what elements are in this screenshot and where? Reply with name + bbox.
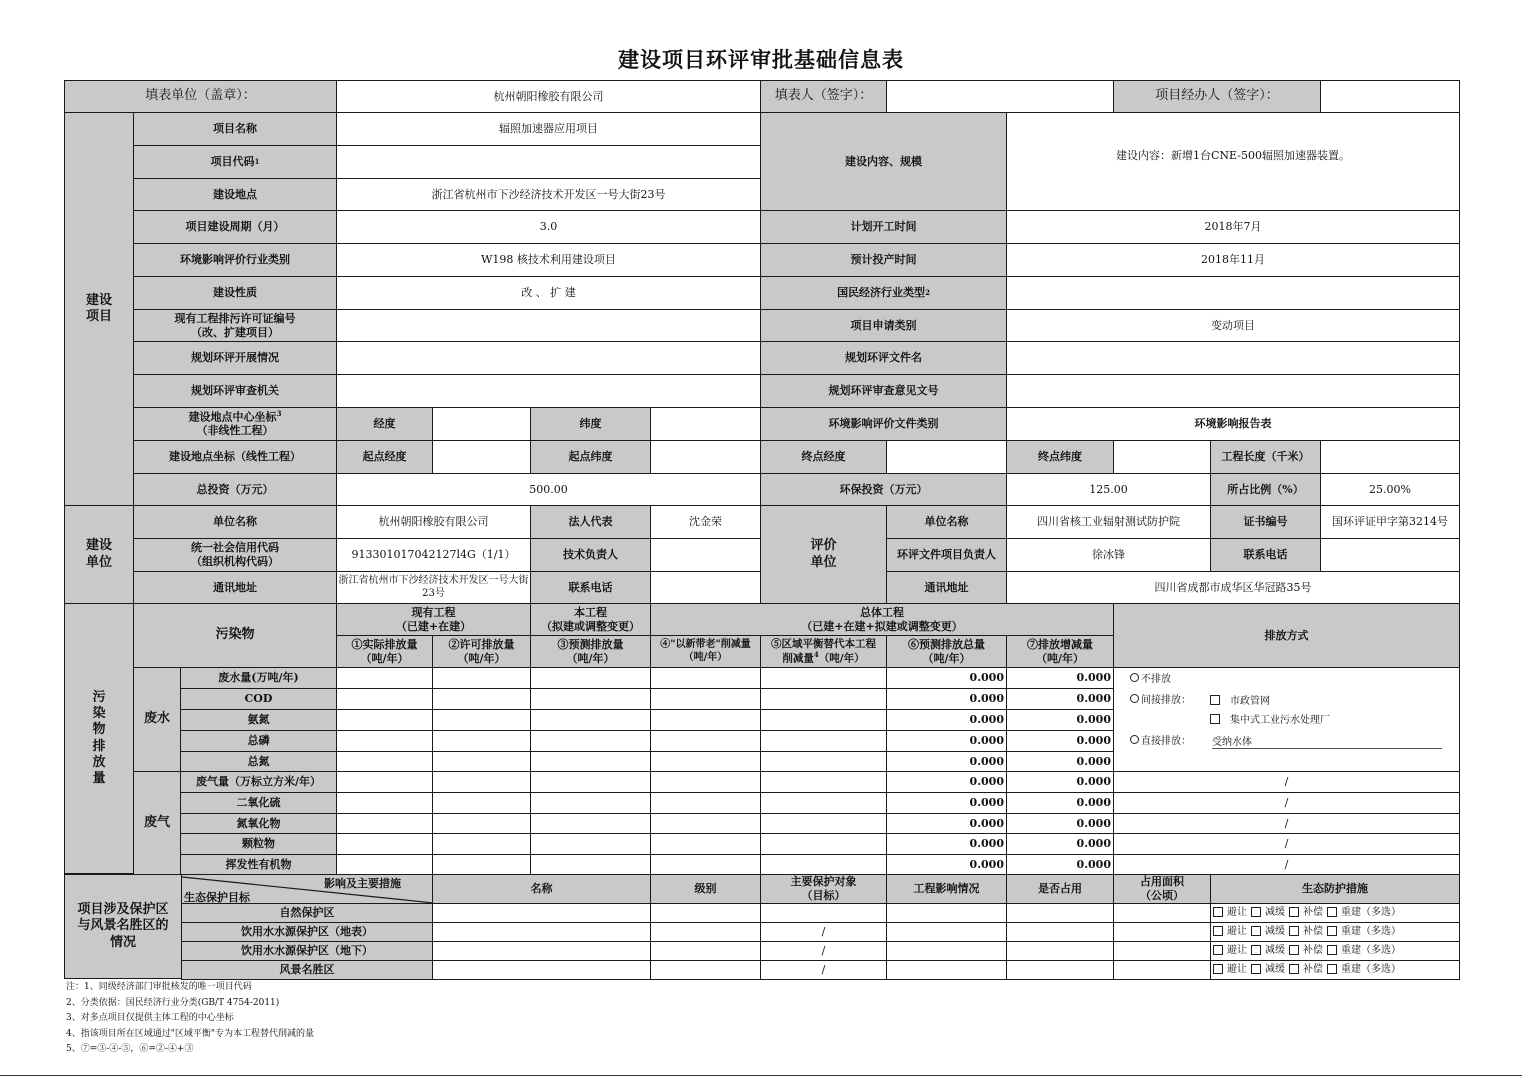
protected-area-type: 自然保护区 [181, 903, 433, 923]
project-section-label: 建设 项目 [64, 112, 134, 506]
content-value[interactable]: 建设内容：新增1台CNE-500辐照加速器装置。 [1006, 112, 1460, 211]
location-label: 建设地点 [133, 178, 337, 211]
gas-group-label: 废气 [133, 771, 181, 875]
plan-eia-value[interactable] [336, 341, 761, 375]
pollutant-value[interactable] [530, 833, 651, 855]
pollutant-value[interactable] [650, 709, 761, 731]
measure-avoid-option[interactable] [1213, 926, 1247, 939]
discharge-mode: / [1113, 771, 1460, 793]
impact-value[interactable] [886, 922, 1007, 942]
legal-value[interactable]: 沈金荣 [650, 505, 761, 539]
pollutant-value[interactable] [760, 730, 887, 752]
pollutant-value[interactable] [650, 792, 761, 814]
invest-label: 总投资（万元） [133, 473, 337, 506]
project-name-label: 项目名称 [133, 112, 337, 146]
pollutant-value[interactable] [432, 813, 531, 834]
area-value[interactable] [1113, 922, 1211, 942]
eia-type-label: 环境影响评价文件类别 [760, 407, 1007, 441]
period-value[interactable]: 3.0 [336, 210, 761, 244]
pollutant-value[interactable] [760, 751, 887, 772]
impact-header: 工程影响情况 [886, 874, 1007, 904]
col1-header: ①实际排放量 （吨/年） [336, 635, 433, 668]
pollutant-value[interactable] [530, 688, 651, 710]
pollutant-value[interactable] [650, 688, 761, 710]
footnote: 注：1、同级经济部门审批核发的唯一项目代码 [66, 982, 252, 992]
pollutant-name: 挥发性有机物 [180, 854, 337, 876]
pollutant-name: 颗粒物 [180, 833, 337, 855]
env-invest-label: 环保投资（万元） [760, 473, 1007, 506]
pollutant-value[interactable] [432, 792, 531, 814]
plan-opinion-value[interactable] [1006, 374, 1460, 408]
measure-avoid-option[interactable] [1213, 907, 1247, 920]
protected-area-name[interactable] [432, 941, 651, 961]
credit-value[interactable]: 913301017042127l4G（1/1） [336, 538, 531, 572]
measure-option-label: 补偿 [1303, 925, 1323, 937]
nature-label: 建设性质 [133, 276, 337, 310]
checkbox-icon [1327, 907, 1337, 917]
change-value[interactable]: 0.000 [1006, 813, 1114, 834]
location-value[interactable]: 浙江省杭州市下沙经济技术开发区一号大街23号 [336, 178, 761, 211]
pollutant-value[interactable] [530, 667, 651, 689]
eval-lead-value[interactable]: 徐冰锋 [1006, 538, 1211, 572]
eval-lead-label: 环评文件项目负责人 [886, 538, 1007, 572]
col3-header: ③预测排放量 （吨/年） [530, 635, 651, 668]
measure-options [1210, 903, 1460, 923]
pollutant-value[interactable] [432, 771, 531, 793]
builder-phone-label: 联系电话 [530, 571, 651, 604]
checkbox-icon [1289, 907, 1299, 917]
plan-file-value[interactable] [1006, 341, 1460, 375]
total-header: 总体工程 （已建+在建+拟建或调整变更） [650, 603, 1114, 636]
checkbox-icon [1213, 926, 1223, 936]
occupy-value[interactable] [1006, 922, 1114, 942]
pollutant-value[interactable] [760, 813, 887, 834]
checkbox-icon [1213, 964, 1223, 974]
measure-options [1210, 960, 1460, 980]
cert-label: 证书编号 [1210, 505, 1321, 539]
measure-option-label: 避让 [1227, 906, 1247, 918]
change-value[interactable]: 0.000 [1006, 771, 1114, 793]
cert-value[interactable]: 国环评证甲字第3214号 [1320, 505, 1460, 539]
permit-value[interactable] [336, 309, 761, 342]
pollutant-label: 污染物 [133, 603, 337, 668]
pollutant-value[interactable] [432, 751, 531, 772]
occupy-value[interactable] [1006, 960, 1114, 980]
discharge-mode: / [1113, 854, 1460, 876]
pollutant-value[interactable] [650, 854, 761, 876]
pollutant-value[interactable] [432, 688, 531, 710]
builder-phone-value[interactable] [650, 571, 761, 604]
total-emission-value[interactable]: 0.000 [886, 771, 1007, 793]
credit-label: 统一社会信用代码 （组织机构代码） [133, 538, 337, 572]
level-header: 级别 [650, 874, 761, 904]
length-label: 工程长度（千米） [1210, 440, 1321, 474]
page-title: 建设项目环评审批基础信息表 [618, 47, 904, 72]
opt-indirect[interactable]: 间接排放： [1130, 691, 1191, 706]
pollutant-value[interactable] [432, 730, 531, 752]
measure-mitigate-option[interactable] [1251, 926, 1285, 939]
pollutant-value[interactable] [336, 688, 433, 710]
checkbox-icon [1289, 945, 1299, 955]
protected-target[interactable]: / [760, 941, 887, 961]
center-coord-label: 建设地点中心坐标$^3$ （非线性工程） [133, 407, 337, 441]
measure-avoid-option[interactable] [1213, 945, 1247, 958]
start-label: 计划开工时间 [760, 210, 1007, 244]
checkbox-icon [1210, 714, 1220, 724]
measure-compensate-option[interactable] [1289, 907, 1323, 920]
eval-addr-label: 通讯地址 [886, 571, 1007, 604]
env-invest-value[interactable]: 125.00 [1006, 473, 1211, 506]
col4-header: ④"以新带老"削减量 （吨/年） [650, 635, 761, 668]
econ-value[interactable] [1006, 276, 1460, 310]
total-emission-value[interactable]: 0.000 [886, 730, 1007, 752]
manager-value[interactable] [1320, 80, 1460, 113]
total-emission-value[interactable]: 0.000 [886, 792, 1007, 814]
discharge-mode: / [1113, 833, 1460, 855]
end-lat-label: 终点纬度 [1006, 440, 1114, 474]
protected-area-type: 风景名胜区 [181, 960, 433, 980]
eval-phone-value[interactable] [1320, 538, 1460, 572]
invest-value[interactable]: 500.00 [336, 473, 761, 506]
pollutant-name: 总氮 [180, 751, 337, 772]
eval-addr-value[interactable]: 四川省成都市成华区华冠路35号 [1006, 571, 1460, 604]
measure-mitigate-option[interactable] [1251, 945, 1285, 958]
pollutant-value[interactable] [432, 854, 531, 876]
ratio-value[interactable]: 25.00% [1320, 473, 1460, 506]
measure-option-label: 重建（多选） [1341, 944, 1401, 956]
checkbox-icon [1251, 926, 1261, 936]
pollutant-value[interactable] [530, 813, 651, 834]
pollutant-value[interactable] [760, 771, 887, 793]
measure-rebuild-option[interactable] [1327, 945, 1401, 958]
checkbox-icon [1251, 964, 1261, 974]
pollutant-name: 二氧化硫 [180, 792, 337, 814]
measure-avoid-option[interactable] [1213, 964, 1247, 977]
measure-option-label: 补偿 [1303, 963, 1323, 975]
builder-addr-value[interactable]: 浙江省杭州市下沙经济技术开发区一号大街23号 [336, 571, 531, 604]
builder-addr-label: 通讯地址 [133, 571, 337, 604]
pollutant-name: 废水量(万吨/年) [180, 667, 337, 689]
end-lng-label: 终点经度 [760, 440, 887, 474]
protected-area-level[interactable] [650, 941, 761, 961]
measure-mitigate-option[interactable] [1251, 964, 1285, 977]
checkbox-icon [1251, 907, 1261, 917]
ratio-label: 所占比例（%） [1210, 473, 1321, 506]
area-value[interactable] [1113, 903, 1211, 923]
pollutant-value[interactable] [530, 854, 651, 876]
plan-eia-label: 规划环评开展情况 [133, 341, 337, 375]
pollutant-name: 氨氮 [180, 709, 337, 731]
pollutant-value[interactable] [336, 792, 433, 814]
measure-option-label: 减缓 [1265, 906, 1285, 918]
pollutant-value[interactable] [760, 667, 887, 689]
measure-rebuild-option[interactable] [1327, 926, 1401, 939]
total-emission-value[interactable]: 0.000 [886, 667, 1007, 689]
pollutant-value[interactable] [530, 730, 651, 752]
protected-area-name[interactable] [432, 903, 651, 923]
checkbox-icon [1213, 907, 1223, 917]
pollutant-value[interactable] [336, 730, 433, 752]
diag-header: 影响及主要措施 生态保护目标 [181, 874, 433, 904]
pollutant-value[interactable] [650, 730, 761, 752]
pollutant-value[interactable] [760, 833, 887, 855]
protected-target[interactable] [760, 903, 887, 923]
start-lat-label: 起点纬度 [530, 440, 651, 474]
pollutant-value[interactable] [336, 813, 433, 834]
protected-area-type: 饮用水水源保护区（地表） [181, 922, 433, 942]
tech-value[interactable] [650, 538, 761, 572]
unit-label: 填表单位（盖章）： [64, 80, 337, 113]
change-value[interactable]: 0.000 [1006, 854, 1114, 876]
checkbox-icon [1327, 945, 1337, 955]
area-value[interactable] [1113, 960, 1211, 980]
apply-label: 项目申请类别 [760, 309, 1007, 342]
discharge-mode: / [1113, 813, 1460, 834]
total-emission-value[interactable]: 0.000 [886, 709, 1007, 731]
measure-option-label: 补偿 [1303, 906, 1323, 918]
pollutant-value[interactable] [432, 667, 531, 689]
builder-name-label: 单位名称 [133, 505, 337, 539]
existing-header: 现有工程 （已建+在建） [336, 603, 531, 636]
occupy-value[interactable] [1006, 903, 1114, 923]
evaluator-section-label: 评价 单位 [760, 505, 887, 604]
total-emission-value[interactable]: 0.000 [886, 751, 1007, 772]
apply-value[interactable]: 变动项目 [1006, 309, 1460, 342]
target-header: 主要保护对象 （目标） [760, 874, 887, 904]
lat-label: 纬度 [530, 407, 651, 441]
pollutant-value[interactable] [530, 751, 651, 772]
impact-value[interactable] [886, 903, 1007, 923]
checkbox-icon [1289, 964, 1299, 974]
measure-mitigate-option[interactable] [1251, 907, 1285, 920]
receiver-field[interactable]: 受纳水体 [1212, 733, 1442, 749]
total-emission-value[interactable]: 0.000 [886, 688, 1007, 710]
builder-section-label: 建设 单位 [64, 505, 134, 604]
pollutant-value[interactable] [336, 667, 433, 689]
lng-label: 经度 [336, 407, 433, 441]
end-lat-value[interactable] [1113, 440, 1211, 474]
econ-label: 国民经济行业类型 2 [760, 276, 1007, 310]
start-lng-label: 起点经度 [336, 440, 433, 474]
start-lng-value[interactable] [432, 440, 531, 474]
plan-org-value[interactable] [336, 374, 761, 408]
protected-area-name[interactable] [432, 922, 651, 942]
pollutant-value[interactable] [650, 833, 761, 855]
total-emission-value[interactable]: 0.000 [886, 833, 1007, 855]
eval-phone-label: 联系电话 [1210, 538, 1321, 572]
change-value[interactable]: 0.000 [1006, 751, 1114, 772]
unit-value[interactable]: 杭州朝阳橡胶有限公司 [336, 80, 761, 113]
eia-type-value[interactable]: 环境影响报告表 [1006, 407, 1460, 441]
measure-compensate-option[interactable] [1289, 964, 1323, 977]
pollutant-name: COD [180, 688, 337, 710]
measure-option-label: 重建（多选） [1341, 925, 1401, 937]
change-value[interactable]: 0.000 [1006, 833, 1114, 855]
opt-municipal[interactable]: 市政管网 [1210, 692, 1270, 707]
protected-target[interactable]: / [760, 960, 887, 980]
radio-icon [1130, 694, 1139, 703]
measure-option-label: 避让 [1227, 944, 1247, 956]
pollutant-name: 总磷 [180, 730, 337, 752]
measure-option-label: 补偿 [1303, 944, 1323, 956]
measure-option-label: 重建（多选） [1341, 906, 1401, 918]
impact-value[interactable] [886, 941, 1007, 961]
footnote: 2、分类依据：国民经济行业分类(GB/T 4754-2011) [66, 997, 280, 1008]
footnote: 5、⑦=③-④-⑤，⑥=②-④+③ [66, 1044, 194, 1055]
filler-value[interactable] [886, 80, 1114, 113]
eval-name-label: 单位名称 [886, 505, 1007, 539]
col5-header: ⑤区域平衡替代本工程 削减量$^4$（吨/年） [760, 635, 887, 668]
lat-value[interactable] [650, 407, 761, 441]
pollutant-value[interactable] [336, 751, 433, 772]
current-header: 本工程 （拟建或调整变更） [530, 603, 651, 636]
protected-area-level[interactable] [650, 903, 761, 923]
pollution-section-label: 污 染 物 排 放 量 [64, 603, 134, 874]
protected-area-name[interactable] [432, 960, 651, 980]
production-value[interactable]: 2018年11月 [1006, 243, 1460, 277]
measure-header: 生态防护措施 [1210, 874, 1460, 904]
bottom-rule [0, 1075, 1522, 1076]
pollutant-value[interactable] [760, 792, 887, 814]
nature-value[interactable]: 改 、 扩 建 [336, 276, 761, 310]
pollutant-value[interactable] [336, 709, 433, 731]
measure-option-label: 重建（多选） [1341, 963, 1401, 975]
measure-rebuild-option[interactable] [1327, 964, 1401, 977]
start-lat-value[interactable] [650, 440, 761, 474]
project-code-value[interactable] [336, 145, 761, 179]
eval-name-value[interactable]: 四川省核工业辐射测试防护院 [1006, 505, 1211, 539]
change-value[interactable]: 0.000 [1006, 792, 1114, 814]
water-group-label: 废水 [133, 667, 181, 772]
protection-section-label: 项目涉及保护区 与风景名胜区的 情况 [64, 874, 182, 979]
plan-file-label: 规划环评文件名 [760, 341, 1007, 375]
footnote: 4、指该项目所在区域通过"区域平衡"专为本工程替代削减的量 [66, 1028, 315, 1039]
plan-opinion-label: 规划环评审查意见文号 [760, 374, 1007, 408]
measure-option-label: 减缓 [1265, 925, 1285, 937]
area-value[interactable] [1113, 941, 1211, 961]
total-emission-value[interactable]: 0.000 [886, 813, 1007, 834]
total-emission-value[interactable]: 0.000 [886, 854, 1007, 876]
measure-rebuild-option[interactable] [1327, 907, 1401, 920]
measure-option-label: 避让 [1227, 925, 1247, 937]
measure-options [1210, 922, 1460, 942]
protected-target[interactable]: / [760, 922, 887, 942]
footnotes [66, 980, 314, 1058]
col7-header: ⑦排放增减量 （吨/年） [1006, 635, 1114, 668]
checkbox-icon [1289, 926, 1299, 936]
pollutant-value[interactable] [336, 771, 433, 793]
builder-name-value[interactable]: 杭州朝阳橡胶有限公司 [336, 505, 531, 539]
period-label: 项目建设周期（月） [133, 210, 337, 244]
measure-compensate-option[interactable] [1289, 926, 1323, 939]
checkbox-icon [1327, 964, 1337, 974]
protected-area-level[interactable] [650, 960, 761, 980]
filler-label: 填表人（签字）： [760, 80, 887, 113]
lng-value[interactable] [432, 407, 531, 441]
checkbox-icon [1213, 945, 1223, 955]
occupy-value[interactable] [1006, 941, 1114, 961]
footnote: 3、对多点项目仅提供主体工程的中心坐标 [66, 1013, 234, 1024]
name-header: 名称 [432, 874, 651, 904]
permit-label: 现有工程排污许可证编号 （改、扩建项目） [133, 309, 337, 342]
pollutant-value[interactable] [530, 709, 651, 731]
start-value[interactable]: 2018年7月 [1006, 210, 1460, 244]
pollutant-value[interactable] [432, 833, 531, 855]
opt-direct[interactable]: 直接排放： [1130, 732, 1191, 747]
pollutant-value[interactable] [530, 792, 651, 814]
industry-value[interactable]: W198 核技术利用建设项目 [336, 243, 761, 277]
change-value[interactable]: 0.000 [1006, 709, 1114, 731]
pollutant-value[interactable] [650, 667, 761, 689]
pollutant-name: 氮氧化物 [180, 813, 337, 834]
measure-compensate-option[interactable] [1289, 945, 1323, 958]
pollutant-name: 废气量（万标立方米/年） [180, 771, 337, 793]
opt-industrial[interactable]: 集中式工业污水处理厂 [1210, 711, 1330, 726]
length-value[interactable] [1320, 440, 1460, 474]
change-value[interactable]: 0.000 [1006, 688, 1114, 710]
checkbox-icon [1251, 945, 1261, 955]
tech-label: 技术负责人 [530, 538, 651, 572]
pollutant-value[interactable] [760, 688, 887, 710]
radio-icon [1130, 735, 1139, 744]
content-label: 建设内容、规模 [760, 112, 1007, 211]
measure-option-label: 减缓 [1265, 944, 1285, 956]
protected-area-level[interactable] [650, 922, 761, 942]
radio-icon [1130, 673, 1139, 682]
pollutant-value[interactable] [530, 771, 651, 793]
plan-org-label: 规划环评审查机关 [133, 374, 337, 408]
col6-header: ⑥预测排放总量 （吨/年） [886, 635, 1007, 668]
industry-label: 环境影响评价行业类别 [133, 243, 337, 277]
production-label: 预计投产时间 [760, 243, 1007, 277]
pollutant-value[interactable] [650, 813, 761, 834]
legal-label: 法人代表 [530, 505, 651, 539]
pollutant-value[interactable] [432, 709, 531, 731]
measure-options [1210, 941, 1460, 961]
checkbox-icon [1210, 695, 1220, 705]
pollutant-value[interactable] [650, 771, 761, 793]
end-lng-value[interactable] [886, 440, 1007, 474]
project-name-value[interactable]: 辐照加速器应用项目 [336, 112, 761, 146]
project-code-label: 项目代码 1 [133, 145, 337, 179]
discharge-mode: / [1113, 792, 1460, 814]
change-value[interactable]: 0.000 [1006, 667, 1114, 689]
area-header: 占用面积 （公顷） [1113, 874, 1211, 904]
discharge-header: 排放方式 [1113, 603, 1460, 668]
pollutant-value[interactable] [336, 854, 433, 876]
measure-option-label: 减缓 [1265, 963, 1285, 975]
protected-area-type: 饮用水水源保护区（地下） [181, 941, 433, 961]
change-value[interactable]: 0.000 [1006, 730, 1114, 752]
impact-value[interactable] [886, 960, 1007, 980]
checkbox-icon [1327, 926, 1337, 936]
col2-header: ②许可排放量 （吨/年） [432, 635, 531, 668]
pollutant-value[interactable] [650, 751, 761, 772]
pollutant-value[interactable] [760, 709, 887, 731]
measure-option-label: 避让 [1227, 963, 1247, 975]
occupy-header: 是否占用 [1006, 874, 1114, 904]
pollutant-value[interactable] [336, 833, 433, 855]
opt-none[interactable]: 不排放 [1130, 670, 1171, 685]
linear-coord-label: 建设地点坐标（线性工程） [133, 440, 337, 474]
pollutant-value[interactable] [760, 854, 887, 876]
manager-label: 项目经办人（签字）： [1113, 80, 1321, 113]
